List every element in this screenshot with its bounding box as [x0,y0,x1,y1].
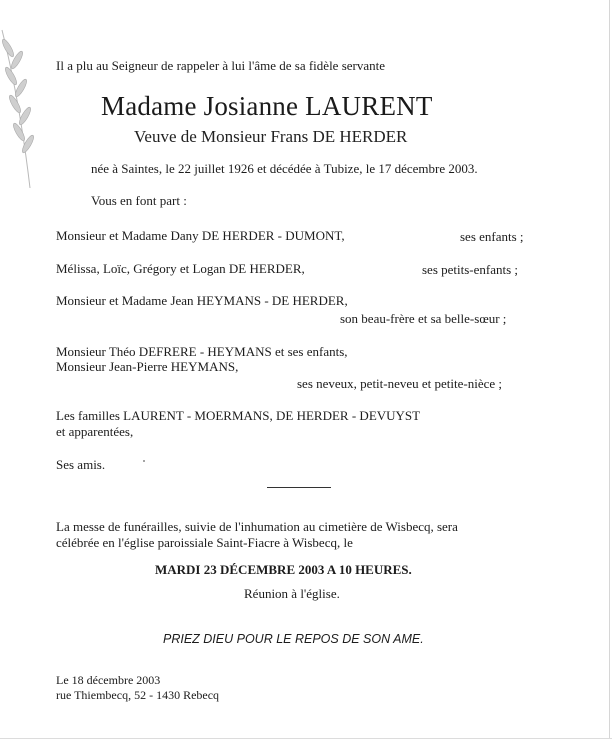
family-relation: son beau-frère et sa belle-sœur ; [340,311,507,326]
funeral-datetime: MARDI 23 DÉCEMBRE 2003 A 10 HEURES. [155,562,412,577]
friends-line: Ses amis. [56,457,106,472]
deceased-name: Madame Josianne LAURENT [101,91,433,121]
family-names: Les familles LAURENT - MOERMANS, DE HERDER - DEVUYST [56,408,421,423]
wheat-sprig-decoration [0,20,60,190]
family-names-continued: et apparentées, [56,424,134,439]
family-relation: ses petits-enfants ; [422,262,519,277]
family-relation: ses enfants ; [460,229,524,244]
birth-death-line: née à Saintes, le 22 juillet 1926 et décédée à Tubize, le 17 décembre 2003. [91,161,478,176]
speck [143,460,145,462]
reunion-line: Réunion à l'église. [244,586,340,601]
family-names: Monsieur et Madame Jean HEYMANS - DE HERDER, [56,293,348,308]
intro-text: Il a plu au Seigneur de rappeler à lui l'âme de sa fidèle servante [56,58,386,73]
footer-date: Le 18 décembre 2003 [56,673,161,687]
prayer-line: PRIEZ DIEU POUR LE REPOS DE SON AME. [163,632,424,646]
widow-of-line: Veuve de Monsieur Frans DE HERDER [134,127,408,146]
footer-address: rue Thiembecq, 52 - 1430 Rebecq [56,688,220,702]
family-relation: ses neveux, petit-neveu et petite-nièce ; [297,376,503,391]
funeral-text: célébrée en l'église paroissiale Saint-Fiacre à Wisbecq, le [56,535,353,550]
announcement-line: Vous en font part : [91,193,187,208]
page-edge-right [609,0,610,739]
divider-line [267,487,331,488]
family-names: Mélissa, Loïc, Grégory et Logan DE HERDER, [56,261,305,276]
family-names-continued: Monsieur Jean-Pierre HEYMANS, [56,359,239,374]
family-names: Monsieur et Madame Dany DE HERDER - DUMONT, [56,228,345,243]
family-names: Monsieur Théo DEFRERE - HEYMANS et ses enfants, [56,344,348,359]
funeral-text: La messe de funérailles, suivie de l'inhumation au cimetière de Wisbecq, sera [56,519,458,534]
